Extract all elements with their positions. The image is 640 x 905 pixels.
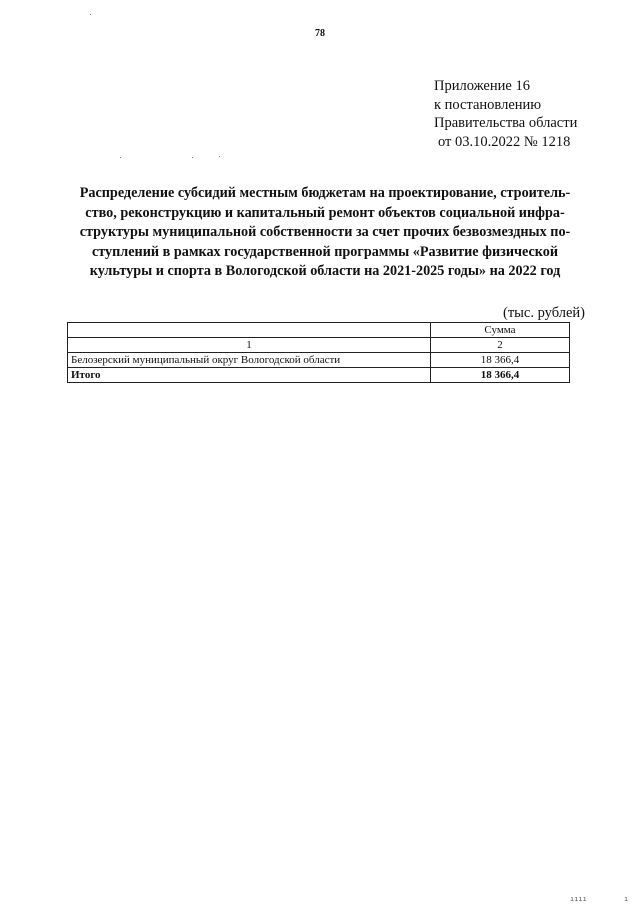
title-line: Распределение субсидий местным бюджетам на проектирование, строитель- [79,185,571,201]
index-cell: 2 [431,338,570,353]
table-total-row [68,368,570,383]
table-row [68,353,570,368]
units-label: (тыс. рублей) [503,305,585,321]
title-line: ступлений в рамках государственной программы «Развитие физической [91,243,559,260]
footer-marks: ıııı [570,895,587,903]
scan-speck [219,156,220,157]
appendix-line: Приложение 16 [434,78,530,94]
document-title [66,184,584,282]
appendix-block [434,77,577,151]
footer-marks: ı [624,895,629,903]
subsidy-table [67,322,570,383]
header-cell-empty [68,323,431,338]
municipality-name-cell: Белозерский муниципальный округ Вологодской области [68,353,431,368]
table-header-row [68,323,570,338]
scan-speck [120,157,121,158]
title-line: ство, реконструкцию и капитальный ремонт объектов социальной инфра- [85,204,565,221]
page-number: 78 [315,28,325,39]
header-cell-sum: Сумма [431,323,570,338]
amount-cell: 18 366,4 [431,353,570,368]
appendix-line: Правительства области [434,115,578,131]
total-label-cell: Итого [68,368,431,383]
appendix-line: к постановлению [434,96,542,113]
scan-speck [192,157,193,158]
title-line: культуры и спорта в Вологодской области на 2021-2025 годы» на 2022 год [89,263,561,279]
table-index-row [68,338,570,353]
index-cell: 1 [68,338,431,353]
appendix-line: от 03.10.2022 № 1218 [438,133,571,150]
total-amount-cell: 18 366,4 [431,368,570,383]
title-line: структуры муниципальной собственности за счет прочих безвозмездных по- [79,224,571,240]
scan-speck [90,14,91,15]
